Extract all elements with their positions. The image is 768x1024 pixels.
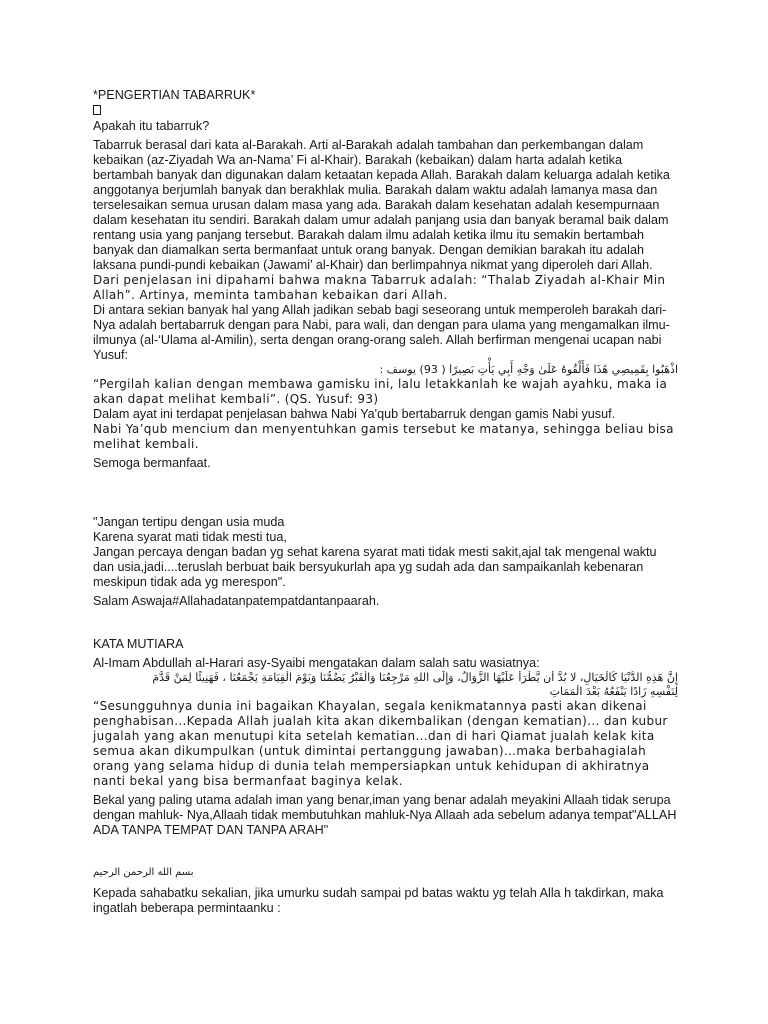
quote-signoff: Salam Aswaja#Allahadatanpatempatdantanpaarah. xyxy=(93,594,380,608)
paragraph-bekal-utama: Bekal yang paling utama adalah iman yang benar,iman yang benar adalah meyakini Allaah tidak serupa dengan mahluk- Nya,Allaah tidak membutuhkan mahluk-Nya Allaah ada sebelum adanya tempat"ALLAH ADA TANPA TEMPAT DAN TANPA ARAH" xyxy=(93,793,677,837)
paragraph-barakah-definition: Tabarruk berasal dari kata al-Barakah. Arti al-Barakah adalah tambahan dan perkembangan dalam kebaikan (az-Ziyadah Wa an-Nama’ Fi al-Khair). Barakah (kebaikan) dalam harta adalah ketika bertambah banyak dan digunakan dalam ketaatan kepada Allah. Barakah dalam keluarga adalah ketika anggotanya berjumlah banyak dan berakhlak mulia. Barakah dalam waktu adalah lamanya masa dan terselesaikan semua urusan dalam masa yang ada. Barakah dalam kesehatan adalah kesempurnaan dalam kesehatan itu sendiri. Barakah dalam umur adalah panjang usia dan banyak beramal baik dalam rentang usia yang panjang tersebut. Barakah dalam ilmu adalah ketika ilmu itu semakin bertambah banyak dan diamalkan serta bermanfaat untuk orang banyak. Dengan demikian barakah itu adalah laksana pundi-pundi kebaikan (Jawami’ al-Khair) dan berlimpahnya nikmat yang diperoleh dari Allah. xyxy=(93,138,670,272)
paragraph-verse-translation: “Pergilah kalian dengan membawa gamisku ini, lalu letakkanlah ke wajah ayahku, maka ia akan dapat melihat kembali”. (QS. Yusuf: 93) xyxy=(93,377,668,406)
closing-semoga: Semoga bermanfaat. xyxy=(93,456,211,470)
paragraph-sebab-barakah: Di antara sekian banyak hal yang Allah jadikan sebab bagi seseorang untuk memperoleh barakah dari-Nya adalah bertabarruk dengan para Nabi, para wali, dan dengan para ulama yang mengamalkan ilmu-ilmunya (al-‘Ulama al-Amilin), serta dengan orang-orang saleh. Allah berfirman mengenai ucapan nabi Yusuf: xyxy=(93,303,670,362)
arabic-wasiat-line-1: إِنَّ هَذِهِ الدُّنْيَا كَالْخَيَالِ، لا بُدَّ أَن يَّطْرَأَ عَلَيْهَا الزَّوَالُ، وَإِلَى اللهِ مَرْجِعُنَا وَالْقَبْرُ يَضُمُّنَا وَيَوْمَ الْقِيَامَةِ يَجْمَعُنَا ، فَهَنِيئًا لِمَنْ قَدَّمَ xyxy=(152,671,678,684)
arabic-wasiat-line-2: لِنَفْسِهِ زَادًا يَنْفَعُهُ بَعْدَ الْمَمَاتِ xyxy=(549,685,678,698)
question-text: Apakah itu tabarruk? xyxy=(93,119,210,133)
arabic-verse-yusuf: اذْهَبُوا بِقَمِيصِي هَٰذَا فَأَلْقُوهُ عَلَىٰ وَجْهِ أَبِي يَأْتِ بَصِيرًا ( 93) يوسف : xyxy=(379,363,678,376)
paragraph-yaqub-tabarruk: Dalam ayat ini terdapat penjelasan bahwa Nabi Ya'qub bertabarruk dengan gamis Nabi yusuf. xyxy=(93,407,616,421)
arabic-wasiat xyxy=(93,671,678,699)
paragraph-tabarruk-meaning: Dari penjelasan ini dipahami bahwa makna Tabarruk adalah: “Thalab Ziyadah al-Khair Min Allah”. Artinya, meminta tambahan kebaikan dari Allah. xyxy=(93,273,666,302)
quote-line-2: Karena syarat mati tidak mesti tua, xyxy=(93,530,287,544)
section-title-kata-mutiara: KATA MUTIARA xyxy=(93,637,184,651)
quote-line-1: "Jangan tertipu dengan usia muda xyxy=(93,515,285,529)
wasiat-intro: Al-Imam Abdullah al-Harari asy-Syaibi mengatakan dalam salah satu wasiatnya: xyxy=(93,656,540,670)
quote-line-3: Jangan percaya dengan badan yg sehat karena syarat mati tidak mesti sakit,ajal tak mengenal waktu dan usia,jadi....teruslah berbuat baik bersyukurlah apa yg sudah ada dan sampaikanlah kebenaran meskipun tidak ada yg merespon". xyxy=(93,545,657,589)
paragraph-yaqub-melihat: Nabi Ya’qub mencium dan menyentuhkan gamis tersebut ke matanya, sehingga beliau bisa melihat kembali. xyxy=(93,422,674,451)
document-page xyxy=(93,88,678,916)
wasiat-translation: “Sesungguhnya dunia ini bagaikan Khayalan, segala kenikmatannya pasti akan dikenai penghabisan...Kepada Allah jualah kita akan dikembalikan (dengan kematian)... dan kubur jugalah yang akan menutupi kita setelah kematian...dan di hari Qiamat jualah kelak kita semua akan dikumpulkan (untuk dimintai pertanggung jawaban)...maka berbahagialah orang yang selama hidup di dunia telah mempersiapkan untuk kehidupan di akhiratnya nanti bekal yang bisa bermanfaat baginya kelak. xyxy=(93,699,668,788)
section-title-tabarruk: *PENGERTIAN TABARRUK* xyxy=(93,88,256,102)
paragraph-permintaan: Kepada sahabatku sekalian, jika umurku sudah sampai pd batas waktu yg telah Alla h takdirkan, maka ingatlah beberapa permintaanku : xyxy=(93,886,664,915)
box-glyph-icon xyxy=(93,105,101,115)
missing-glyph-box xyxy=(93,103,678,119)
basmala: بسم الله الرحمن الرحيم xyxy=(93,867,194,878)
